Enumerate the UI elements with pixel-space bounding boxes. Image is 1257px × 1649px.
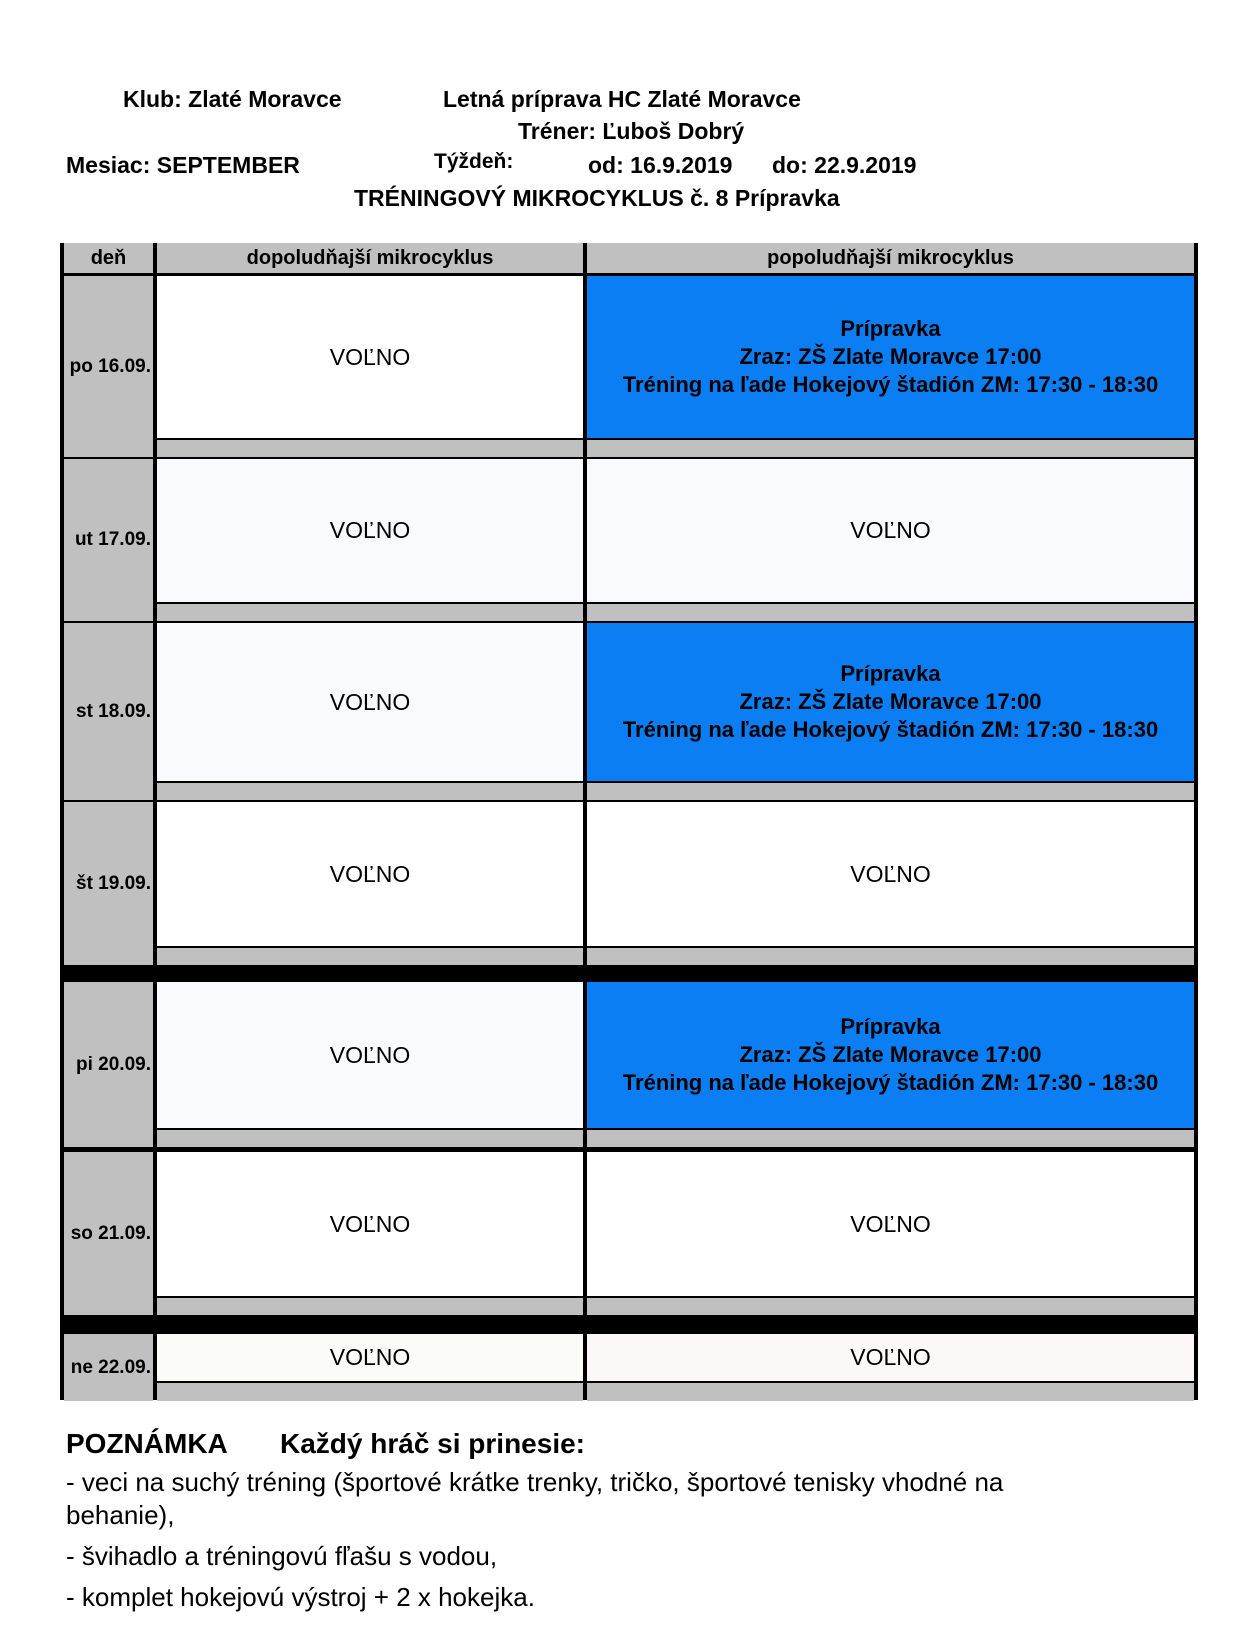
document-title: Letná príprava HC Zlaté Moravce [443,86,801,112]
row-divider [587,1298,1194,1315]
row-divider [157,440,583,457]
afternoon-slot-line: VOĽNO [850,517,931,543]
morning-slot: VOĽNO [157,1152,583,1296]
afternoon-slot-line: Prípravka [840,316,941,341]
afternoon-slot-line: Tréning na ľade Hokejový štadión ZM: 17:30 - 18:30 [622,1070,1159,1095]
note-label: POZNÁMKA [66,1428,228,1459]
row-divider [157,1130,583,1147]
afternoon-slot [587,459,1194,602]
morning-slot: VOĽNO [157,982,583,1128]
note-line: behanie), [66,1500,175,1530]
afternoon-slot-line: Zraz: ZŠ Zlate Moravce 17:00 [739,689,1042,714]
week-to: do: 22.9.2019 [772,152,917,178]
afternoon-slot-line: VOĽNO [850,860,931,887]
row-divider [587,948,1194,965]
afternoon-slot-line: VOĽNO [850,1210,931,1237]
week-label: Týždeň: [434,150,514,173]
column-header-morning: dopoludňajší mikrocyklus [157,243,583,273]
day-cell: pi 20.09. [64,982,153,1147]
day-cell: so 21.09. [64,1152,153,1315]
day-cell: ne 22.09. [64,1334,153,1401]
morning-slot: VOĽNO [157,276,583,438]
note-line: - švihadlo a tréningovú fľašu s vodou, [66,1541,498,1571]
club-name: Klub: Zlaté Moravce [123,86,342,112]
note-line: - veci na suchý tréning (športové krátke trenky, tričko, športové tenisky vhodné na [66,1467,1004,1497]
coach-name: Tréner: Ľuboš Dobrý [518,118,745,144]
column-header-day: deň [64,243,153,273]
afternoon-slot-line: Zraz: ZŠ Zlate Moravce 17:00 [739,344,1042,369]
afternoon-slot-line: Tréning na ľade Hokejový štadión ZM: 17:30 - 18:30 [622,717,1159,742]
row-divider [157,1383,583,1401]
afternoon-slot-line: Tréning na ľade Hokejový štadión ZM: 17:30 - 18:30 [622,372,1159,397]
afternoon-training-slot [587,982,1194,1128]
column-header-afternoon: popoludňajší mikrocyklus [587,243,1194,273]
morning-slot: VOĽNO [157,459,583,602]
afternoon-slot [587,802,1194,946]
day-cell: st 18.09. [64,623,153,800]
morning-slot: VOĽNO [157,1334,583,1381]
row-divider [587,783,1194,800]
afternoon-training-slot [587,623,1194,781]
afternoon-slot-line: Prípravka [840,1014,941,1039]
afternoon-slot-line: Zraz: ZŠ Zlate Moravce 17:00 [739,1042,1042,1067]
row-divider [157,604,583,621]
note-heading: Každý hráč si prinesie: [280,1428,586,1459]
afternoon-slot-line: Prípravka [840,661,941,686]
afternoon-slot [587,1334,1194,1381]
row-divider [157,783,583,800]
row-divider [587,604,1194,621]
month-label: Mesiac: SEPTEMBER [66,152,300,178]
morning-slot: VOĽNO [157,623,583,781]
afternoon-slot [587,1152,1194,1296]
row-divider [587,1130,1194,1147]
row-divider [157,1298,583,1315]
schedule-table [60,243,1198,1400]
row-divider [587,1383,1194,1401]
afternoon-training-slot [587,276,1194,438]
week-from: od: 16.9.2019 [588,152,733,178]
day-cell: št 19.09. [64,802,153,965]
afternoon-slot-line: VOĽNO [850,1344,931,1370]
microcycle-title: TRÉNINGOVÝ MIKROCYKLUS č. 8 Prípravka [354,185,840,211]
day-cell: ut 17.09. [64,459,153,621]
row-divider [157,948,583,965]
day-cell: po 16.09. [64,276,153,457]
morning-slot: VOĽNO [157,802,583,946]
note-line: - komplet hokejovú výstroj + 2 x hokejka. [66,1582,535,1612]
row-divider [587,440,1194,457]
